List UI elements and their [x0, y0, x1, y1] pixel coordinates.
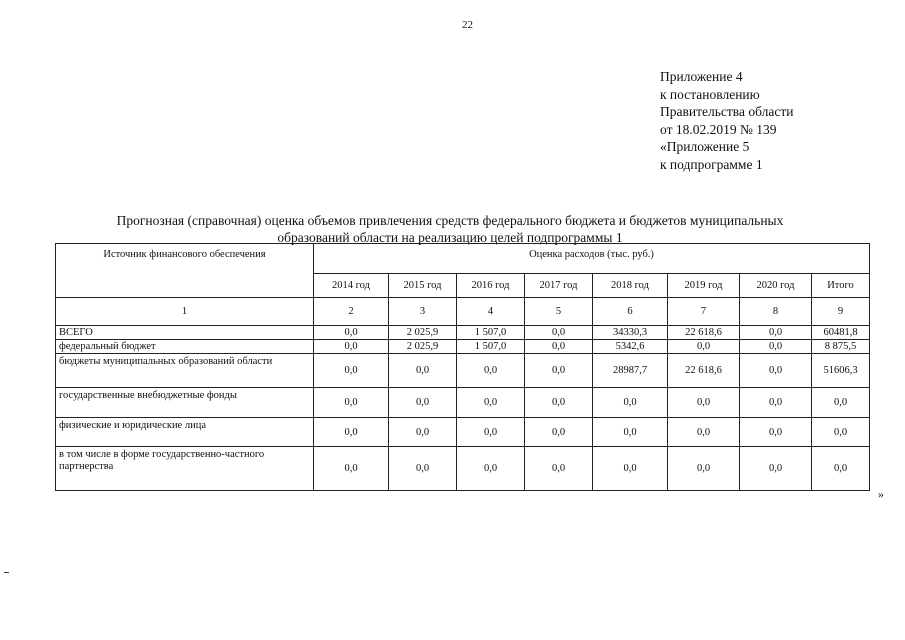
total-cell: 60481,8	[812, 326, 870, 340]
value-cell: 0,0	[525, 326, 593, 340]
value-cell: 0,0	[668, 447, 740, 491]
value-cell: 0,0	[314, 326, 389, 340]
value-cell: 0,0	[525, 388, 593, 418]
column-number: 4	[457, 298, 525, 326]
table-row	[56, 340, 870, 354]
value-cell: 0,0	[740, 326, 812, 340]
year-header: 2014 год	[314, 274, 389, 298]
row-source-label: ВСЕГО	[56, 326, 314, 340]
total-header: Итого	[812, 274, 870, 298]
margin-mark	[4, 572, 9, 573]
value-cell: 0,0	[740, 354, 812, 388]
value-cell: 0,0	[389, 388, 457, 418]
table-row	[56, 354, 870, 388]
value-cell: 0,0	[668, 340, 740, 354]
column-number: 1	[56, 298, 314, 326]
document-title-line: образований области на реализацию целей подпрограммы 1	[277, 230, 623, 245]
table-row	[56, 447, 870, 491]
column-number: 5	[525, 298, 593, 326]
value-cell: 0,0	[668, 418, 740, 447]
value-cell: 0,0	[525, 447, 593, 491]
column-number: 9	[812, 298, 870, 326]
total-cell: 0,0	[812, 388, 870, 418]
appendix-line: «Приложение 5	[660, 139, 750, 154]
document-title	[60, 212, 840, 246]
total-cell: 51606,3	[812, 354, 870, 388]
year-header: 2019 год	[668, 274, 740, 298]
value-cell: 22 618,6	[668, 354, 740, 388]
row-source-label: государственные внебюджетные фонды	[56, 388, 314, 418]
value-cell: 1 507,0	[457, 340, 525, 354]
row-source-label: бюджеты муниципальных образований области	[56, 354, 314, 388]
total-cell: 8 875,5	[812, 340, 870, 354]
value-cell: 0,0	[525, 418, 593, 447]
value-cell: 2 025,9	[389, 326, 457, 340]
column-number: 7	[668, 298, 740, 326]
row-source-label: федеральный бюджет	[56, 340, 314, 354]
year-header: 2018 год	[593, 274, 668, 298]
value-cell: 0,0	[314, 340, 389, 354]
appendix-line: от 18.02.2019 № 139	[660, 121, 777, 137]
value-cell: 0,0	[525, 354, 593, 388]
year-header: 2017 год	[525, 274, 593, 298]
column-number: 2	[314, 298, 389, 326]
value-cell: 0,0	[668, 388, 740, 418]
value-cell: 34330,3	[593, 326, 668, 340]
value-cell: 0,0	[389, 418, 457, 447]
value-cell: 0,0	[593, 388, 668, 418]
value-cell: 2 025,9	[389, 340, 457, 354]
value-cell: 0,0	[314, 418, 389, 447]
table-row	[56, 326, 870, 340]
year-header: 2016 год	[457, 274, 525, 298]
value-cell: 0,0	[740, 340, 812, 354]
year-header: 2015 год	[389, 274, 457, 298]
value-cell: 0,0	[389, 354, 457, 388]
appendix-line: Приложение 4	[660, 69, 743, 84]
value-cell: 1 507,0	[457, 326, 525, 340]
value-cell: 0,0	[457, 418, 525, 447]
value-cell: 0,0	[314, 354, 389, 388]
appendix-line: к подпрограмме 1	[660, 156, 763, 172]
column-number: 3	[389, 298, 457, 326]
closing-quote: »	[878, 487, 884, 501]
value-cell: 28987,7	[593, 354, 668, 388]
value-cell: 0,0	[457, 388, 525, 418]
appendix-block	[660, 68, 793, 173]
appendix-line: Правительства области	[660, 104, 794, 119]
value-cell: 0,0	[740, 388, 812, 418]
appendix-line: к постановлению	[660, 86, 760, 102]
value-cell: 0,0	[314, 388, 389, 418]
value-cell: 0,0	[593, 418, 668, 447]
value-cell: 0,0	[314, 447, 389, 491]
value-cell: 0,0	[457, 354, 525, 388]
estimate-header: Оценка расходов (тыс. руб.)	[314, 244, 870, 274]
row-source-label: физические и юридические лица	[56, 418, 314, 447]
value-cell: 22 618,6	[668, 326, 740, 340]
value-cell: 0,0	[593, 447, 668, 491]
value-cell: 0,0	[525, 340, 593, 354]
column-number: 6	[593, 298, 668, 326]
row-source-label: в том числе в форме государственно-частного партнерства	[56, 447, 314, 491]
value-cell: 0,0	[457, 447, 525, 491]
value-cell: 5342,6	[593, 340, 668, 354]
total-cell: 0,0	[812, 447, 870, 491]
table-row	[56, 418, 870, 447]
source-header: Источник финансового обеспечения	[56, 244, 314, 298]
value-cell: 0,0	[389, 447, 457, 491]
document-title-line: Прогнозная (справочная) оценка объемов привлечения средств федерального бюджета и бюджетов муниципальных	[116, 213, 784, 228]
column-number: 8	[740, 298, 812, 326]
value-cell: 0,0	[740, 418, 812, 447]
year-header: 2020 год	[740, 274, 812, 298]
table-row	[56, 388, 870, 418]
value-cell: 0,0	[740, 447, 812, 491]
budget-table	[55, 243, 870, 491]
page-number: 22	[462, 19, 473, 31]
total-cell: 0,0	[812, 418, 870, 447]
